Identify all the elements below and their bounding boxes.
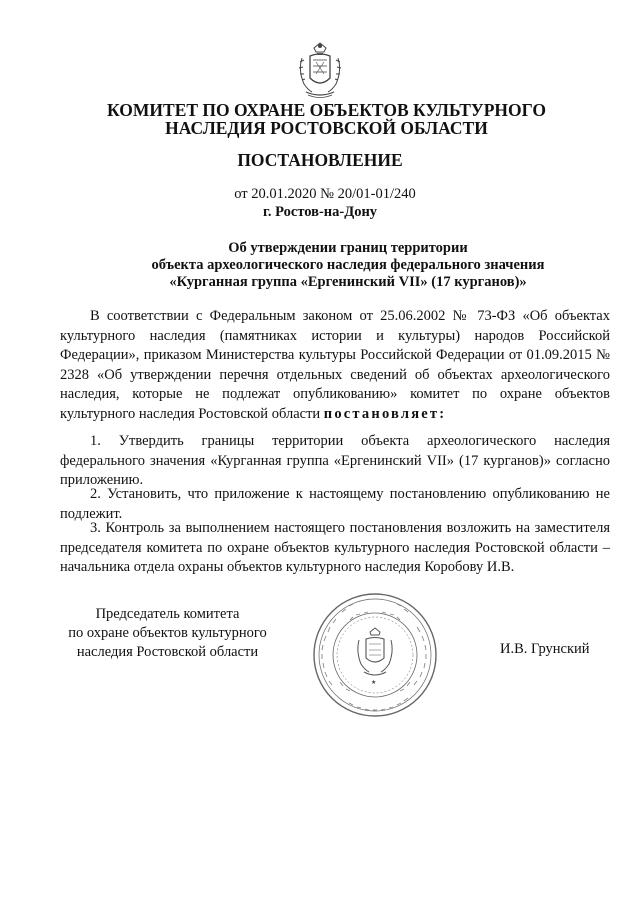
- svg-text:★: ★: [371, 680, 377, 686]
- official-seal-icon: [312, 592, 438, 718]
- subject-line3: «Курганная группа «Ергенинский VII» (17 курганов)»: [169, 274, 527, 290]
- signer-position: [60, 605, 275, 662]
- preamble-paragraph: [60, 307, 610, 424]
- organization-title-line1: КОМИТЕТ ПО ОХРАНЕ ОБЪЕКТОВ КУЛЬТУРНОГО: [107, 100, 546, 120]
- organization-title: [60, 101, 593, 137]
- signer-position-line3: наследия Ростовской области: [76, 644, 259, 660]
- preamble-text: В соответствии с Федеральным законом от 25.06.2002 № 73-ФЗ «Об объектах культурного наследия (памятниках истории и культуры) народов Российской Федерации», приказом Министерства культуры Российской Федерации от 01.09.2015 № 2328 «Об утверждении перечня отдельных сведений об объектах археологического наследия, которые не подлежат опубликованию» комитет по охране объектов культурного наследия Ростовской области: [60, 308, 610, 422]
- organization-title-line2: НАСЛЕДИЯ РОСТОВСКОЙ ОБЛАСТИ: [165, 118, 488, 138]
- resolution-item-3: 3. Контроль за выполнением настоящего постановления возложить на заместителя председателя комитета по охране объектов культурного наследия Ростовской области – начальника отдела охраны объектов культурного наследия Коробову И.В.: [60, 520, 610, 575]
- resolves-word: постановляет:: [323, 405, 447, 422]
- signer-name: И.В. Грунский: [500, 641, 590, 657]
- signer-position-line1: Председатель комитета: [95, 606, 240, 622]
- document-date-number: от 20.01.2020 № 20/01-01/240: [234, 186, 416, 202]
- resolution-item-2: 2. Установить, что приложение к настоящему постановлению опубликованию не подлежит.: [60, 486, 610, 522]
- signer-position-line2: по охране объектов культурного: [68, 625, 267, 641]
- document-city: г. Ростов-на-Дону: [262, 204, 378, 220]
- subject-line2: объекта археологического наследия федерального значения: [151, 257, 545, 273]
- coat-of-arms-icon: [294, 40, 346, 102]
- document-type: ПОСТАНОВЛЕНИЕ: [237, 150, 403, 170]
- subject-line1: Об утверждении границ территории: [228, 240, 468, 256]
- document-subject: [60, 240, 636, 291]
- resolution-item-1: 1. Утвердить границы территории объекта археологического наследия федерального значения «Курганная группа «Ергенинский VII» (17 курганов)» согласно приложению.: [60, 433, 610, 488]
